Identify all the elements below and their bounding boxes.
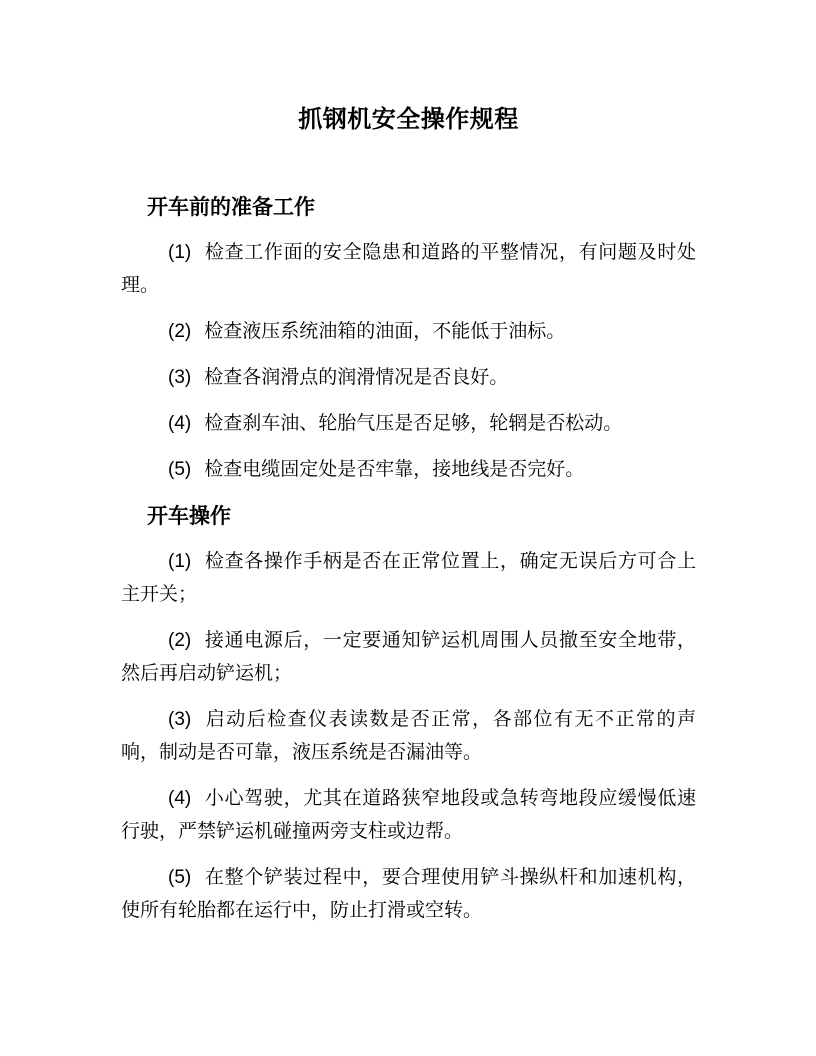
item-number: (4) [168, 413, 192, 434]
item-text: 检查刹车油、轮胎气压是否足够，轮辋是否松动。 [204, 413, 623, 434]
section-heading-drive-operation: 开车操作 [147, 505, 231, 528]
item-text: 在整个铲装过程中，要合理使用铲斗操纵杆和加速机构，使所有轮胎都在运行中，防止打滑或空转。 [121, 867, 696, 921]
list-item [121, 453, 696, 486]
list-item [121, 861, 696, 927]
list-item [121, 703, 696, 769]
item-number: (2) [168, 321, 192, 342]
item-text: 检查液压系统油箱的油面，不能低于油标。 [204, 321, 566, 342]
list-item [121, 236, 696, 302]
item-number: (1) [168, 242, 192, 263]
item-number: (1) [168, 551, 192, 572]
item-number: (5) [168, 867, 192, 888]
list-item [121, 361, 696, 394]
section-drive-operation [121, 499, 696, 927]
list-item [121, 782, 696, 848]
item-text: 检查电缆固定处是否牢靠，接地线是否完好。 [204, 459, 585, 480]
list-item [121, 624, 696, 690]
item-number: (3) [168, 709, 192, 730]
list-item [121, 545, 696, 611]
item-text: 接通电源后，一定要通知铲运机周围人员撤至安全地带，然后再启动铲运机； [121, 630, 696, 684]
section-pre-drive-preparation [121, 190, 696, 486]
item-number: (2) [168, 630, 192, 651]
list-item [121, 407, 696, 440]
item-text: 启动后检查仪表读数是否正常，各部位有无不正常的声响，制动是否可靠，液压系统是否漏油等。 [121, 709, 696, 763]
item-number: (5) [168, 459, 192, 480]
list-item [121, 315, 696, 348]
item-text: 检查各操作手柄是否在正常位置上，确定无误后方可合上主开关； [121, 551, 696, 605]
section-heading-pre-drive: 开车前的准备工作 [147, 196, 315, 219]
item-number: (4) [168, 788, 192, 809]
item-number: (3) [168, 367, 192, 388]
item-text: 检查工作面的安全隐患和道路的平整情况，有问题及时处理。 [121, 242, 696, 296]
item-text: 检查各润滑点的润滑情况是否良好。 [204, 367, 509, 388]
document-title: 抓钢机安全操作规程 [298, 106, 519, 133]
item-text: 小心驾驶，尤其在道路狭窄地段或急转弯地段应缓慢低速行驶，严禁铲运机碰撞两旁支柱或边帮。 [121, 788, 696, 842]
